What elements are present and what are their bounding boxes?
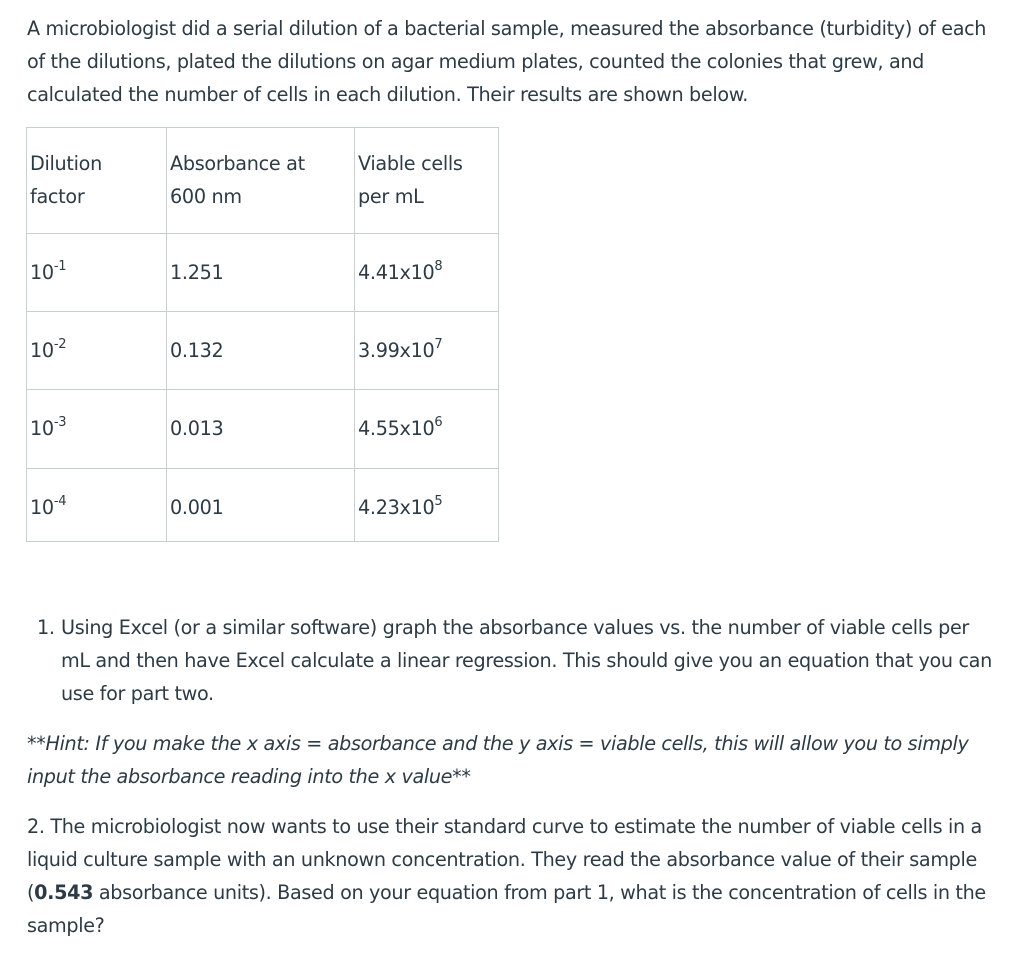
table-row xyxy=(27,234,499,312)
header-absorbance xyxy=(167,128,355,234)
question-2 xyxy=(27,810,1002,942)
cell-exponent: -4 xyxy=(53,494,67,509)
header-text: Dilution xyxy=(30,152,102,175)
question-text: Using Excel (or a similar software) graph the absorbance values vs. the number of viable cells per mL and then have Excel calculate a linear regression. This should give you an equation that you can use for part two. xyxy=(61,616,992,705)
table-header-row xyxy=(27,128,499,234)
dilution-cell xyxy=(27,234,167,312)
hint-text: **Hint: If you make the x axis = absorbance and the y axis = viable cells, this will allow you to simply input the absorbance reading into the x value** xyxy=(27,732,969,788)
absorbance-value: 0.543 xyxy=(34,881,94,904)
cell-exponent: 8 xyxy=(434,259,443,274)
dilution-cell xyxy=(27,390,167,469)
intro-paragraph: A microbiologist did a serial dilution of a bacterial sample, measured the absorbance (turbidity) of each of the dilutions, plated the dilutions on agar medium plates, counted the colonies that grew, and calculated the number of cells in each dilution. Their results are shown below. xyxy=(27,17,987,106)
table-row xyxy=(27,469,499,542)
table-row xyxy=(27,390,499,469)
absorbance-cell: 1.251 xyxy=(167,234,355,312)
header-dilution-factor xyxy=(27,128,167,234)
table-row xyxy=(27,312,499,390)
cell-exponent: 6 xyxy=(434,415,443,430)
cell-exponent: 7 xyxy=(434,337,443,352)
question-1 xyxy=(37,611,997,710)
header-text: 600 nm xyxy=(170,185,242,208)
absorbance-cell: 0.013 xyxy=(167,390,355,469)
cell-base: 3.99x10 xyxy=(358,339,435,362)
question-number: 1. xyxy=(37,616,55,639)
question-text: absorbance units). Based on your equation from part 1, what is the concentration of cells in the sample? xyxy=(27,881,986,937)
header-viable-cells xyxy=(355,128,499,234)
header-text: Viable cells xyxy=(358,152,463,175)
viable-cells-cell xyxy=(355,469,499,542)
cell-base: 10 xyxy=(30,417,54,440)
viable-cells-cell xyxy=(355,312,499,390)
question-text: 2. The microbiologist now wants to use their standard curve to estimate the number of viable cells in a liquid culture sample with an unknown concentration. They read the absorbance value of their sample ( xyxy=(27,815,982,904)
viable-cells-cell xyxy=(355,390,499,469)
cell-base: 4.41x10 xyxy=(358,261,435,284)
cell-exponent: -2 xyxy=(53,337,67,352)
cell-base: 10 xyxy=(30,339,54,362)
cell-exponent: 5 xyxy=(434,494,443,509)
header-text: Absorbance at xyxy=(170,152,305,175)
absorbance-cell: 0.132 xyxy=(167,312,355,390)
results-table xyxy=(26,127,499,542)
dilution-cell xyxy=(27,469,167,542)
cell-base: 4.23x10 xyxy=(358,496,435,519)
header-text: per mL xyxy=(358,185,424,208)
absorbance-cell: 0.001 xyxy=(167,469,355,542)
dilution-cell xyxy=(27,312,167,390)
viable-cells-cell xyxy=(355,234,499,312)
header-text: factor xyxy=(30,185,85,208)
cell-base: 10 xyxy=(30,496,54,519)
cell-exponent: -3 xyxy=(53,415,67,430)
cell-base: 4.55x10 xyxy=(358,417,435,440)
cell-exponent: -1 xyxy=(53,259,67,274)
cell-base: 10 xyxy=(30,261,54,284)
